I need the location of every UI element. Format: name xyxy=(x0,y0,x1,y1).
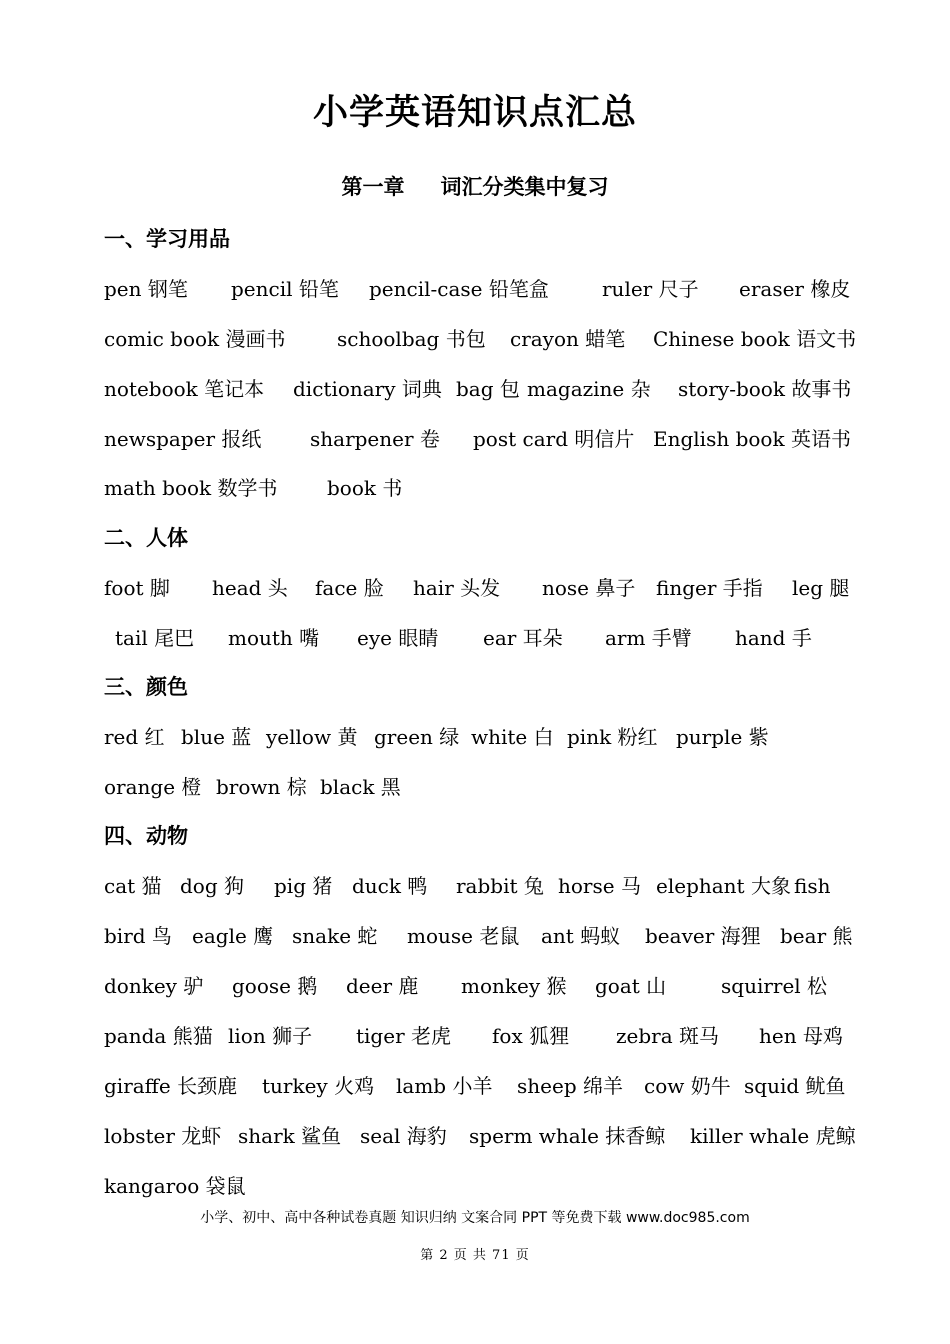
vocab-item: eraser 橡皮 xyxy=(739,277,851,301)
vocab-item: lamb 小羊 xyxy=(396,1074,493,1098)
vocab-item: sheep 绵羊 xyxy=(517,1074,623,1098)
vocab-row xyxy=(104,471,848,505)
vocab-item: snake 蛇 xyxy=(292,924,378,948)
vocab-item: horse 马 xyxy=(558,874,641,898)
vocab-row xyxy=(104,272,851,306)
vocab-item: blue 蓝 xyxy=(181,725,252,749)
vocab-row xyxy=(104,621,848,655)
vocab-item: English book 英语书 xyxy=(653,427,851,451)
vocab-item: story-book 故事书 xyxy=(678,377,852,401)
vocab-item: mouse 老鼠 xyxy=(407,924,520,948)
vocab-item: rabbit 兔 xyxy=(456,874,544,898)
vocab-item: tiger 老虎 xyxy=(356,1024,451,1048)
vocab-item: duck 鸭 xyxy=(352,874,428,898)
vocab-item: finger 手指 xyxy=(656,576,763,600)
vocab-item: nose 鼻子 xyxy=(542,576,636,600)
vocab-item: Chinese book 语文书 xyxy=(653,327,857,351)
vocab-item: bird 鸟 xyxy=(104,924,172,948)
vocab-item: cow 奶牛 xyxy=(644,1074,731,1098)
vocab-item: orange 橙 xyxy=(104,775,202,799)
page-title: 小学英语知识点汇总 xyxy=(312,92,637,133)
vocab-item: lion 狮子 xyxy=(228,1024,313,1048)
vocab-item: kangaroo 袋鼠 xyxy=(104,1174,246,1198)
vocab-item: elephant 大象 xyxy=(656,874,791,898)
vocab-item: mouth 嘴 xyxy=(228,626,320,650)
vocab-item: giraffe 长颈鹿 xyxy=(104,1074,238,1098)
vocab-item: eagle 鹰 xyxy=(192,924,274,948)
vocab-item: bear 熊 xyxy=(780,924,853,948)
vocab-item: crayon 蜡笔 xyxy=(510,327,626,351)
vocab-item: brown 棕 xyxy=(216,775,307,799)
vocab-item: math book 数学书 xyxy=(104,476,278,500)
vocab-row xyxy=(104,1019,848,1053)
section-heading-colors: 三、颜色 xyxy=(104,674,188,699)
vocab-item: magazine 杂 xyxy=(527,377,651,401)
vocab-item: turkey 火鸡 xyxy=(262,1074,375,1098)
vocab-item: notebook 笔记本 xyxy=(104,377,265,401)
vocab-item: monkey 猴 xyxy=(461,974,567,998)
vocab-row xyxy=(104,720,848,754)
vocab-item: green 绿 xyxy=(374,725,460,749)
vocab-row xyxy=(104,1169,848,1203)
vocab-item: hair 头发 xyxy=(413,576,501,600)
vocab-row xyxy=(104,919,853,953)
vocab-item: yellow 黄 xyxy=(266,725,358,749)
vocab-item: sharpener 卷 xyxy=(310,427,440,451)
vocab-item: ant 蚂蚁 xyxy=(541,924,621,948)
vocab-row xyxy=(104,571,848,605)
vocab-item: hand 手 xyxy=(735,626,812,650)
vocab-item: goose 鹅 xyxy=(232,974,318,998)
vocab-row xyxy=(104,969,848,1003)
section-heading-stationery: 一、学习用品 xyxy=(104,226,230,251)
vocab-item: cat 猫 xyxy=(104,874,162,898)
chapter-heading xyxy=(0,170,950,204)
section-heading-body: 二、人体 xyxy=(104,525,188,550)
vocab-item: panda 熊猫 xyxy=(104,1024,213,1048)
vocab-item: zebra 斑马 xyxy=(616,1024,720,1048)
vocab-item: comic book 漫画书 xyxy=(104,327,286,351)
vocab-item: squirrel 松 xyxy=(721,974,828,998)
vocab-item: black 黑 xyxy=(320,775,401,799)
footer-note: 小学、初中、高中各种试卷真题 知识归纳 文案合同 PPT 等免费下载 www.doc985.com xyxy=(200,1210,750,1226)
vocab-row xyxy=(104,322,857,356)
vocab-item: pencil-case 铅笔盒 xyxy=(369,277,549,301)
vocab-item: pen 钢笔 xyxy=(104,277,188,301)
vocab-item: foot 脚 xyxy=(104,576,170,600)
vocab-item: fish xyxy=(794,874,831,898)
vocab-row xyxy=(104,422,851,456)
vocab-item: donkey 驴 xyxy=(104,974,204,998)
vocab-item: shark 鲨鱼 xyxy=(238,1124,342,1148)
chapter-name: 词汇分类集中复习 xyxy=(440,174,609,199)
vocab-item: beaver 海狸 xyxy=(645,924,761,948)
vocab-item: book 书 xyxy=(327,476,403,500)
vocab-item: white 白 xyxy=(471,725,554,749)
vocab-row xyxy=(104,1069,848,1103)
vocab-item: goat 山 xyxy=(595,974,667,998)
section-heading-animals: 四、动物 xyxy=(104,823,188,848)
vocab-item: newspaper 报纸 xyxy=(104,427,262,451)
vocab-item: deer 鹿 xyxy=(346,974,419,998)
vocab-item: fox 狐狸 xyxy=(492,1024,570,1048)
vocab-item: dog 狗 xyxy=(180,874,245,898)
page-number: 第 2 页 共 71 页 xyxy=(420,1248,530,1263)
vocab-item: squid 鱿鱼 xyxy=(744,1074,846,1098)
vocab-item: pig 猪 xyxy=(274,874,333,898)
vocab-row xyxy=(104,372,852,406)
vocab-item: lobster 龙虾 xyxy=(104,1124,222,1148)
vocab-item: arm 手臂 xyxy=(605,626,692,650)
vocab-item: head 头 xyxy=(212,576,288,600)
vocab-item: schoolbag 书包 xyxy=(337,327,486,351)
vocab-item: leg 腿 xyxy=(792,576,850,600)
vocab-item: face 脸 xyxy=(315,576,384,600)
vocab-item: killer whale 虎鲸 xyxy=(690,1124,856,1148)
vocab-item: pink 粉红 xyxy=(567,725,658,749)
vocab-item: hen 母鸡 xyxy=(759,1024,843,1048)
vocab-row xyxy=(104,869,848,903)
vocab-item: ruler 尺子 xyxy=(602,277,699,301)
vocab-item: ear 耳朵 xyxy=(483,626,563,650)
vocab-item: post card 明信片 xyxy=(473,427,635,451)
vocab-item: eye 眼睛 xyxy=(357,626,439,650)
vocab-item: tail 尾巴 xyxy=(115,626,195,650)
vocab-row xyxy=(104,770,848,804)
vocab-item: dictionary 词典 xyxy=(293,377,442,401)
vocab-item: seal 海豹 xyxy=(360,1124,447,1148)
vocab-item: pencil 铅笔 xyxy=(231,277,339,301)
chapter-number: 第一章 xyxy=(341,174,405,199)
vocab-item: purple 紫 xyxy=(676,725,769,749)
vocab-row xyxy=(104,1119,856,1153)
vocab-item: bag 包 xyxy=(456,377,520,401)
vocab-item: sperm whale 抹香鲸 xyxy=(469,1124,666,1148)
vocab-item: red 红 xyxy=(104,725,165,749)
